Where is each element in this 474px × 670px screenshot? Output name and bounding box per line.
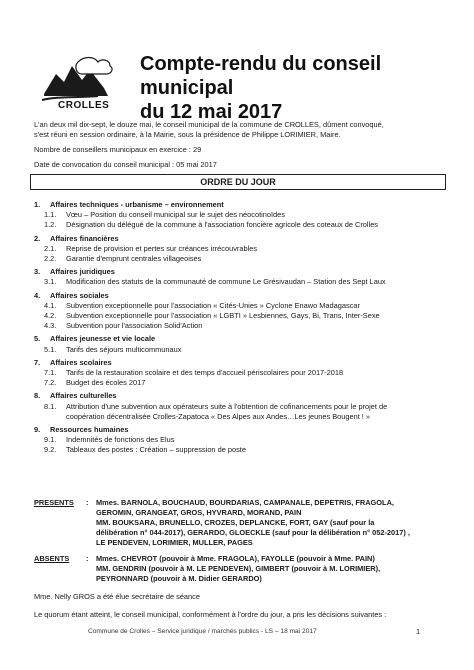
item-text: [66, 402, 436, 422]
logo-text: CROLLES: [58, 100, 110, 111]
agenda-section: [34, 334, 454, 344]
item-text: Subvention exceptionnelle pour l'association « LGBTI » Lesbiennes, Gays, Bi, Trans, Inter-Sexe: [66, 311, 380, 321]
item-text-line-2: coopération décentralisée Crolles-Zapatoca « Des Alpes aux Andes…Les jeunes Bougent ! »: [66, 411, 371, 421]
agenda-item: [34, 277, 454, 287]
item-number: 4.3.: [44, 321, 57, 331]
absents-line: PEYRONNARD (pouvoir à M. Didier GERARDO): [96, 574, 262, 583]
section-number: 4.: [34, 290, 41, 300]
item-text: Tarifs des séjours multicommunaux: [66, 344, 182, 354]
presents-line: LE PENDEVEN, LORIMIER, MULLER, PAGES: [96, 538, 253, 547]
item-number: 5.1.: [44, 344, 57, 354]
agenda-item: [34, 254, 454, 264]
item-text: Tarifs de la restauration scolaire et des temps d'accueil périscolaires pour 2017-2018: [66, 368, 344, 378]
title-line-2: du 12 mai 2017: [140, 101, 283, 123]
item-number: 2.1.: [44, 243, 57, 253]
title-line-1: Compte-rendu du conseil municipal: [140, 53, 382, 99]
item-number: 7.1.: [44, 368, 57, 378]
agenda-item: [34, 210, 454, 220]
section-title: Affaires juridiques: [50, 267, 115, 277]
agenda-item: [34, 445, 454, 455]
section-number: 3.: [34, 267, 41, 277]
agenda-section: [34, 234, 454, 244]
page-number: 1: [416, 627, 421, 636]
agenda-section: [34, 267, 454, 277]
agenda-item: [34, 378, 454, 388]
presents-list: [96, 498, 452, 548]
agenda-list: [34, 200, 454, 456]
item-number: 9.1.: [44, 435, 57, 445]
item-text: Garantie d'emprunt centrales villageoises: [66, 254, 202, 264]
convocation-date: Date de convocation du conseil municipal : 05 mai 2017: [34, 160, 217, 169]
section-title: Affaires jeunesse et vie locale: [50, 334, 156, 344]
item-text: Tableaux des postes : Création – suppression de poste: [66, 445, 246, 455]
agenda-item: [34, 301, 454, 311]
section-title: Affaires techniques - urbanisme – environnement: [50, 200, 224, 209]
intro-line-2: s'est réuni en session ordinaire, à la Mairie, sous la présidence de Philippe LORIMIER, Maire.: [34, 130, 341, 139]
absents-row: ABSENTS : Mmes. CHEVROT (pouvoir à Mme. FRAGOLA), FAYOLLE (pouvoir à Mme. PAIN) MM. GENDRIN (pouvoir à M. LE PENDEVEN), GIMBERT (pouvoir à M. LORIMIER), PEYRONNARD (pouvoir à M. Didier GERARDO): [34, 554, 454, 584]
item-number: 4.2.: [44, 311, 57, 321]
item-text: Reprise de provision et pertes sur créances irrécouvrables: [66, 243, 258, 253]
section-number: 5.: [34, 334, 41, 344]
item-text: Subvention pour l'association Solid'Action: [66, 321, 203, 331]
item-number: 9.2.: [44, 445, 57, 455]
item-number: 8.1.: [44, 401, 57, 411]
absents-label: ABSENTS: [34, 554, 70, 563]
presents-row: PRESENTS : Mmes. BARNOLA, BOUCHAUD, BOURDARIAS, CAMPANALE, DEPETRIS, FRAGOLA, GEROMIN, GRANGEAT, GROS, HYVRARD, MORAND, PAIN MM. BOUKSARA, BRUNELLO, CROZES, DEPLANCKE, FORT, GAY (sauf pour la délibération n° 044-2017), GERARDO, GLOECKLE (sauf pour la délibération n° 052-2017) , LE PENDEVEN, LORIMIER, MULLER, PAGES: [34, 498, 454, 548]
item-number: 1.2.: [44, 220, 57, 230]
agenda-item: [34, 435, 454, 445]
item-number: 4.1.: [44, 300, 57, 310]
section-title: Affaires financières: [50, 233, 119, 243]
absents-line: MM. GENDRIN (pouvoir à M. LE PENDEVEN), GIMBERT (pouvoir à M. LORIMIER),: [96, 564, 381, 573]
intro-block: [34, 120, 454, 170]
section-title: Affaires scolaires: [50, 357, 112, 367]
item-number: 3.1.: [44, 277, 57, 287]
section-number: 1.: [34, 200, 41, 209]
quorum-line: Le quorum étant atteint, le conseil municipal, conformément à l'ordre du jour, a pris les décisions suivantes :: [34, 610, 387, 619]
presents-line: GEROMIN, GRANGEAT, GROS, HYVRARD, MORAND, PAIN: [96, 508, 302, 517]
page-title: [140, 52, 474, 124]
section-number: 2.: [34, 233, 41, 243]
agenda-section: [34, 291, 454, 301]
item-number: 7.2.: [44, 378, 57, 388]
item-text: Subvention exceptionnelle pour l'association « Cités-Unies » Cyclone Enawo Madagascar: [66, 300, 360, 310]
section-number: 9.: [34, 425, 41, 435]
attendance-block: [34, 498, 454, 620]
agenda-item: [34, 244, 454, 254]
item-text-line-1: Attribution d'une subvention aux opérateurs suite à l'obtention de cofinancements pour le projet de: [66, 401, 388, 411]
item-text: Budget des écoles 2017: [66, 378, 146, 388]
section-number: 8.: [34, 391, 41, 401]
agenda-item: [34, 321, 454, 331]
councillors-count: Nombre de conseillers municipaux en exercice : 29: [34, 145, 202, 154]
presents-label: PRESENTS: [34, 498, 74, 507]
footer-text: Commune de Crolles – Service juridique / marchés publics - LS – 18 mai 2017: [88, 628, 317, 635]
absents-list: [96, 554, 452, 584]
agenda-item: [34, 368, 454, 378]
agenda-section: [34, 391, 454, 401]
item-text: Vœu – Position du conseil municipal sur le sujet des néocotinoïdes: [66, 210, 285, 220]
agenda-item: [34, 311, 454, 321]
agenda-item: [34, 402, 454, 422]
item-text: Désignation du délégué de la commune à l'association foncière agricole des coteaux de Crolles: [66, 220, 379, 230]
item-text: Indemnités de fonctions des Elus: [66, 435, 175, 445]
agenda-section: [34, 200, 454, 210]
agenda-item: [34, 345, 454, 355]
section-title: Ressources humaines: [50, 425, 129, 435]
section-number: 7.: [34, 357, 41, 367]
intro-line-1: L'an deux mil dix-sept, le douze mai, le conseil municipal de la commune de CROLLES, dûment convoqué,: [34, 120, 384, 129]
agenda-title-box: [30, 174, 446, 190]
secretary-line: Mme. Nelly GROS a été élue secrétaire de séance: [34, 592, 200, 601]
presents-line: Mmes. BARNOLA, BOUCHAUD, BOURDARIAS, CAMPANALE, DEPETRIS, FRAGOLA,: [96, 498, 394, 507]
item-number: 2.2.: [44, 254, 57, 264]
agenda-section: [34, 425, 454, 435]
agenda-section: [34, 358, 454, 368]
item-text: Modification des statuts de la communauté de commune Le Grésivaudan – Station des Sept Laux: [66, 277, 386, 287]
item-number: 1.1.: [44, 210, 57, 220]
agenda-title: ORDRE DU JOUR: [200, 177, 276, 187]
presents-line: MM. BOUKSARA, BRUNELLO, CROZES, DEPLANCKE, FORT, GAY (sauf pour la: [96, 518, 375, 527]
section-title: Affaires culturelles: [50, 391, 117, 401]
absents-line: Mmes. CHEVROT (pouvoir à Mme. FRAGOLA), FAYOLLE (pouvoir à Mme. PAIN): [96, 554, 375, 563]
agenda-item: [34, 220, 454, 230]
section-title: Affaires sociales: [50, 290, 109, 300]
presents-line: délibération n° 044-2017), GERARDO, GLOECKLE (sauf pour la délibération n° 052-2017) ,: [96, 528, 410, 537]
